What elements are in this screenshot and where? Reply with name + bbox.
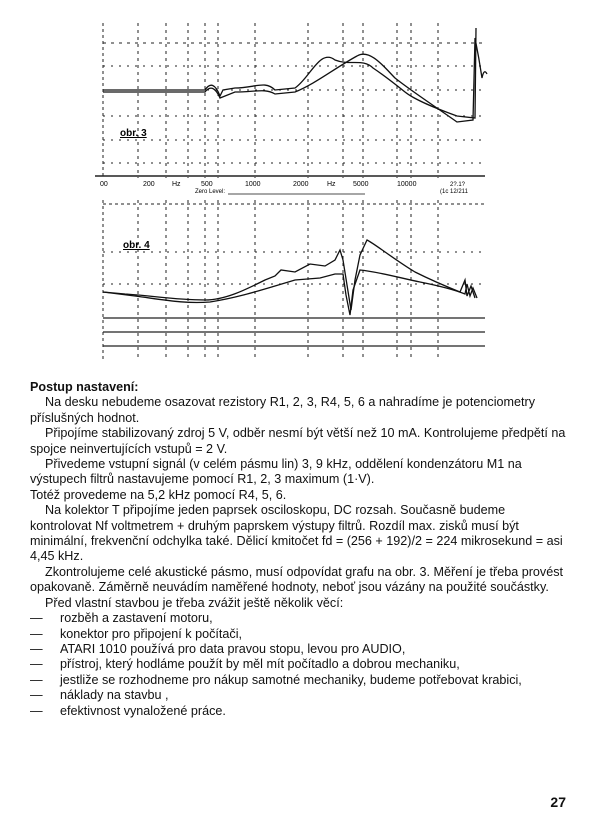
page-number: 27 (550, 794, 566, 810)
list-marker: — (30, 657, 43, 672)
paragraph: Připojíme stabilizovaný zdroj 5 V, odběr nesmí být větší než 10 mA. Kontrolujeme předpětí na spojce neinvertujících vstupů = 2 V. (30, 426, 566, 456)
list-marker: — (30, 703, 43, 718)
fig3-tick: Hz (172, 181, 181, 188)
list-marker: — (30, 641, 43, 656)
fig3-x-ticks (100, 181, 469, 195)
list-item-text: jestliže se rozhodneme pro nákup samotné mechaniky, budeme potřebovat krabici, (60, 672, 522, 687)
paragraph: Před vlastní stavbou je třeba zvážit ještě několik věcí: (45, 595, 344, 610)
fig3-corner-note: 2?.1? (450, 182, 466, 188)
figure-obr-4 (95, 200, 495, 362)
list-item (30, 704, 570, 719)
fig3-tick: 500 (201, 181, 213, 188)
fig3-tick: Hz (327, 181, 336, 188)
fig3-tick: 2000 (293, 181, 309, 188)
fig3-curves (103, 28, 487, 122)
list-marker: — (30, 626, 43, 641)
list-item (30, 611, 570, 626)
list-item-text: přístroj, který hodláme použít by měl mít počítadlo a dobrou mechaniku, (60, 657, 460, 672)
paragraph: Přivedeme vstupní signál (v celém pásmu lin) 3, 9 kHz, oddělení kondenzátoru M1 na výstupech filtrů nastavujeme pomocí R1, 2, 3 maximum (1·V). (30, 457, 522, 487)
fig3-tick: 00 (100, 181, 108, 188)
fig3-tick: 10000 (397, 181, 417, 188)
fig3-zero-level: Zero Level: (195, 189, 226, 195)
figure-obr-3 (95, 18, 495, 200)
list-marker: — (30, 611, 43, 626)
list-item (30, 657, 570, 672)
list-item-text: konektor pro připojení k počítači, (60, 626, 243, 641)
section-heading: Postup nastavení: (30, 380, 139, 394)
text-body (30, 380, 570, 719)
paragraph: Zkontrolujeme celé akustické pásmo, musí odpovídat grafu na obr. 3. Měření je třeba provést opakovaně. Záměrně neuvádím naměřené hodnoty, neboť jsou vázány na použité součástky. (30, 564, 564, 595)
list-item (30, 627, 570, 642)
list-marker: — (30, 672, 43, 687)
fig3-label: obr. 3 (120, 128, 147, 139)
paragraph: Na kolektor T připojíme jeden paprsek osciloskopu, DC rozsah. Současně budeme kontrolovat Nf voltmetrem + druhým paprskem výstupy filtrů. Rozdíl max. zisků musí být minimální, frekvenční odchylka také. Dělicí kmitočet fd = (256 + 192)/2 = 224 mikrosekund = asi 4,45 kHz. (30, 503, 563, 564)
fig3-corner-note: (1c 12/211 (440, 189, 468, 195)
list-item-text: ATARI 1010 používá pro data pravou stopu, levou pro AUDIO, (60, 641, 406, 656)
fig3-tick: 1000 (245, 181, 261, 188)
fig4-label: obr. 4 (123, 240, 150, 251)
list-item (30, 642, 570, 657)
list-item (30, 688, 570, 703)
paragraph: Na desku nebudeme osazovat rezistory R1, 2, 3, R4, 5, 6 a nahradíme je potenciometry příslušných hodnot. (30, 395, 536, 425)
list-item-text: efektivnost vynaložené práce. (60, 703, 226, 718)
paragraph: Totéž provedeme na 5,2 kHz pomocí R4, 5, 6. (30, 487, 287, 502)
list-item-text: náklady na stavbu , (60, 688, 169, 703)
fig3-tick: 5000 (353, 181, 369, 188)
fig4-curves (103, 240, 477, 315)
consideration-list (30, 611, 570, 719)
list-item (30, 673, 570, 688)
list-item-text: rozběh a zastavení motoru, (60, 611, 213, 626)
list-marker: — (30, 688, 43, 703)
fig3-tick: 200 (143, 181, 155, 188)
